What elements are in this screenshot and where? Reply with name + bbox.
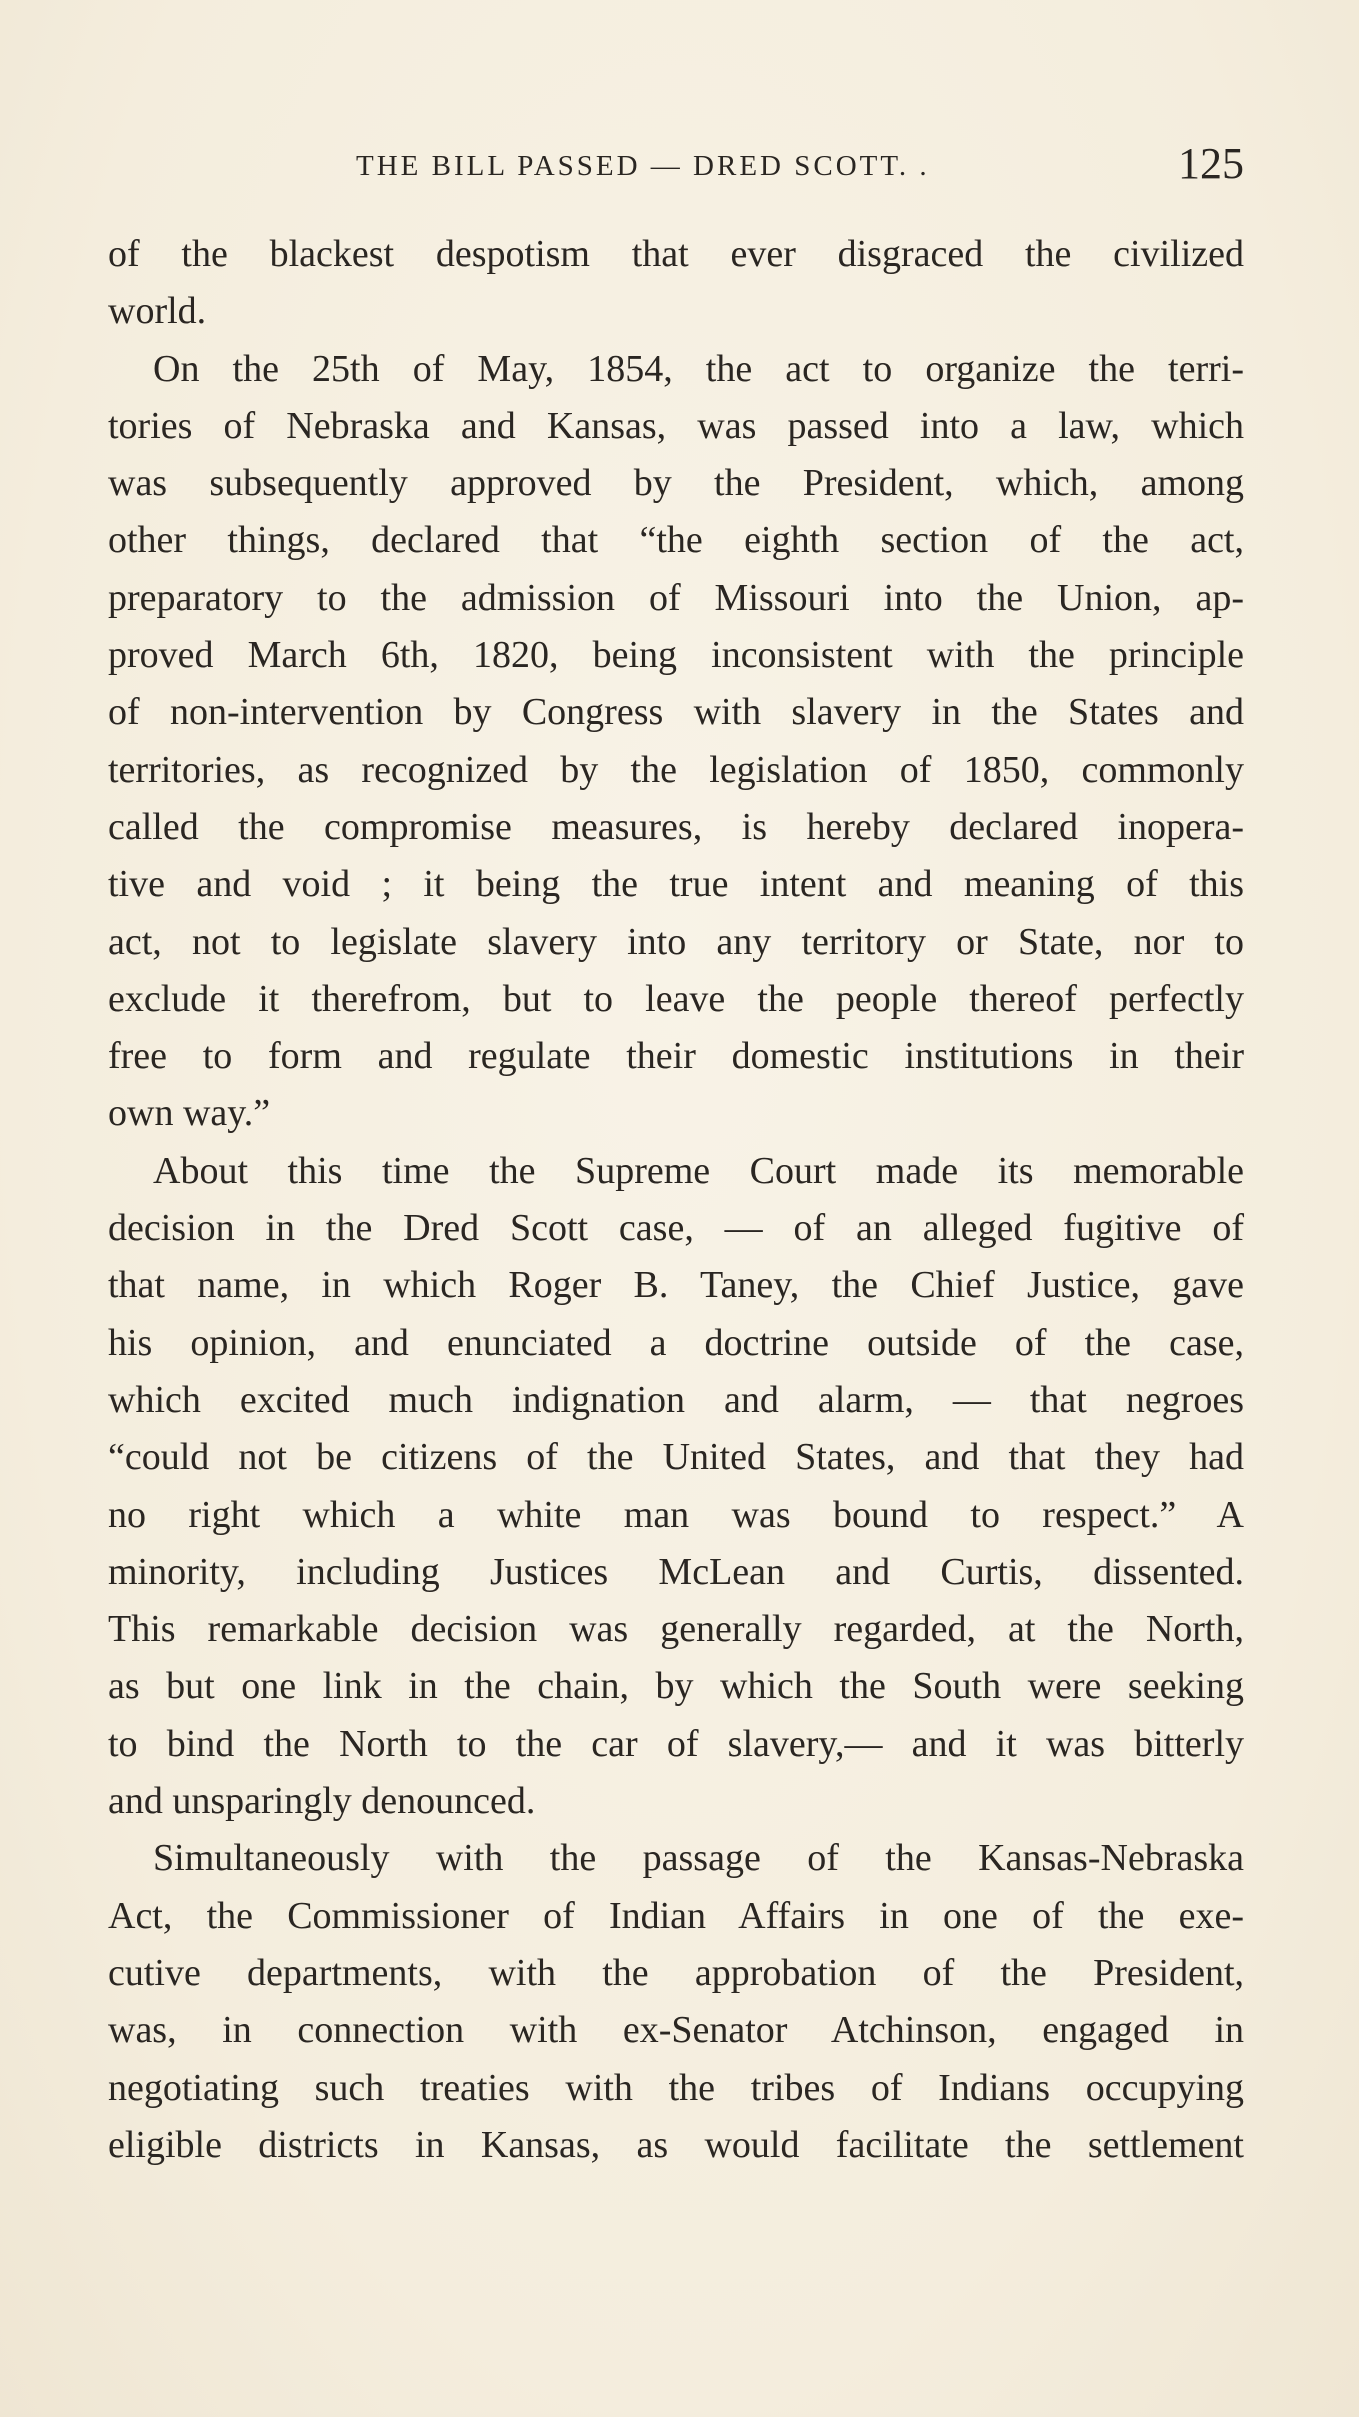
- text-line: act, not to legislate slavery into any territory or State, nor to: [108, 920, 1244, 963]
- running-head: [108, 138, 1244, 198]
- page-number: 125: [1178, 139, 1244, 188]
- text-line: About this time the Supreme Court made its memorable: [153, 1149, 1244, 1192]
- text-line: proved March 6th, 1820, being inconsistent with the principle: [108, 634, 1244, 677]
- text-line: Simultaneously with the passage of the Kansas-Nebraska: [153, 1837, 1244, 1880]
- paragraph-4: [108, 1830, 1244, 2174]
- text-line: preparatory to the admission of Missouri into the Union, ap-: [108, 576, 1244, 619]
- body-text: [108, 226, 1244, 2174]
- text-line: to bind the North to the car of slavery,— and it was bitterly: [108, 1722, 1244, 1765]
- text-line: of non-intervention by Congress with slavery in the States and: [108, 691, 1244, 734]
- text-line: Act, the Commissioner of Indian Affairs in one of the exe-: [108, 1894, 1244, 1937]
- text-line: world.: [108, 290, 207, 333]
- paragraph-3: [108, 1143, 1244, 1831]
- paragraph-1: [108, 226, 1244, 341]
- text-line: tive and void ; it being the true intent and meaning of this: [108, 863, 1244, 906]
- text-line: decision in the Dred Scott case, — of an alleged fugitive of: [108, 1207, 1244, 1250]
- running-title: THE BILL PASSED — DRED SCOTT. .: [356, 150, 930, 182]
- text-line: own way.”: [108, 1092, 271, 1135]
- text-line: and unsparingly denounced.: [108, 1780, 536, 1823]
- text-line: “could not be citizens of the United States, and that they had: [108, 1436, 1244, 1479]
- paragraph-2: [108, 341, 1244, 1143]
- text-line: that name, in which Roger B. Taney, the Chief Justice, gave: [108, 1264, 1244, 1307]
- text-line: as but one link in the chain, by which the South were seeking: [108, 1665, 1244, 1708]
- text-line: eligible districts in Kansas, as would facilitate the settlement: [108, 2123, 1244, 2166]
- text-line: his opinion, and enunciated a doctrine outside of the case,: [108, 1321, 1244, 1364]
- text-line: exclude it therefrom, but to leave the people thereof perfectly: [108, 977, 1244, 1020]
- text-line: was subsequently approved by the President, which, among: [108, 462, 1244, 505]
- text-line: On the 25th of May, 1854, the act to organize the terri-: [153, 347, 1244, 390]
- text-line: negotiating such treaties with the tribes of Indians occupying: [108, 2066, 1244, 2109]
- text-line: called the compromise measures, is hereby declared inopera-: [108, 805, 1244, 848]
- text-line: other things, declared that “the eighth section of the act,: [108, 519, 1244, 562]
- text-line: free to form and regulate their domestic institutions in their: [108, 1035, 1244, 1078]
- text-line: This remarkable decision was generally regarded, at the North,: [108, 1608, 1244, 1651]
- text-line: of the blackest despotism that ever disgraced the civilized: [108, 233, 1244, 275]
- text-line: tories of Nebraska and Kansas, was passed into a law, which: [108, 404, 1244, 447]
- text-line: minority, including Justices McLean and Curtis, dissented.: [108, 1550, 1244, 1593]
- text-line: no right which a white man was bound to respect.” A: [108, 1493, 1244, 1536]
- text-line: was, in connection with ex-Senator Atchinson, engaged in: [108, 2009, 1244, 2052]
- text-line: territories, as recognized by the legislation of 1850, commonly: [108, 748, 1244, 791]
- text-line: cutive departments, with the approbation of the President,: [108, 1951, 1244, 1994]
- text-line: which excited much indignation and alarm, — that negroes: [108, 1378, 1244, 1421]
